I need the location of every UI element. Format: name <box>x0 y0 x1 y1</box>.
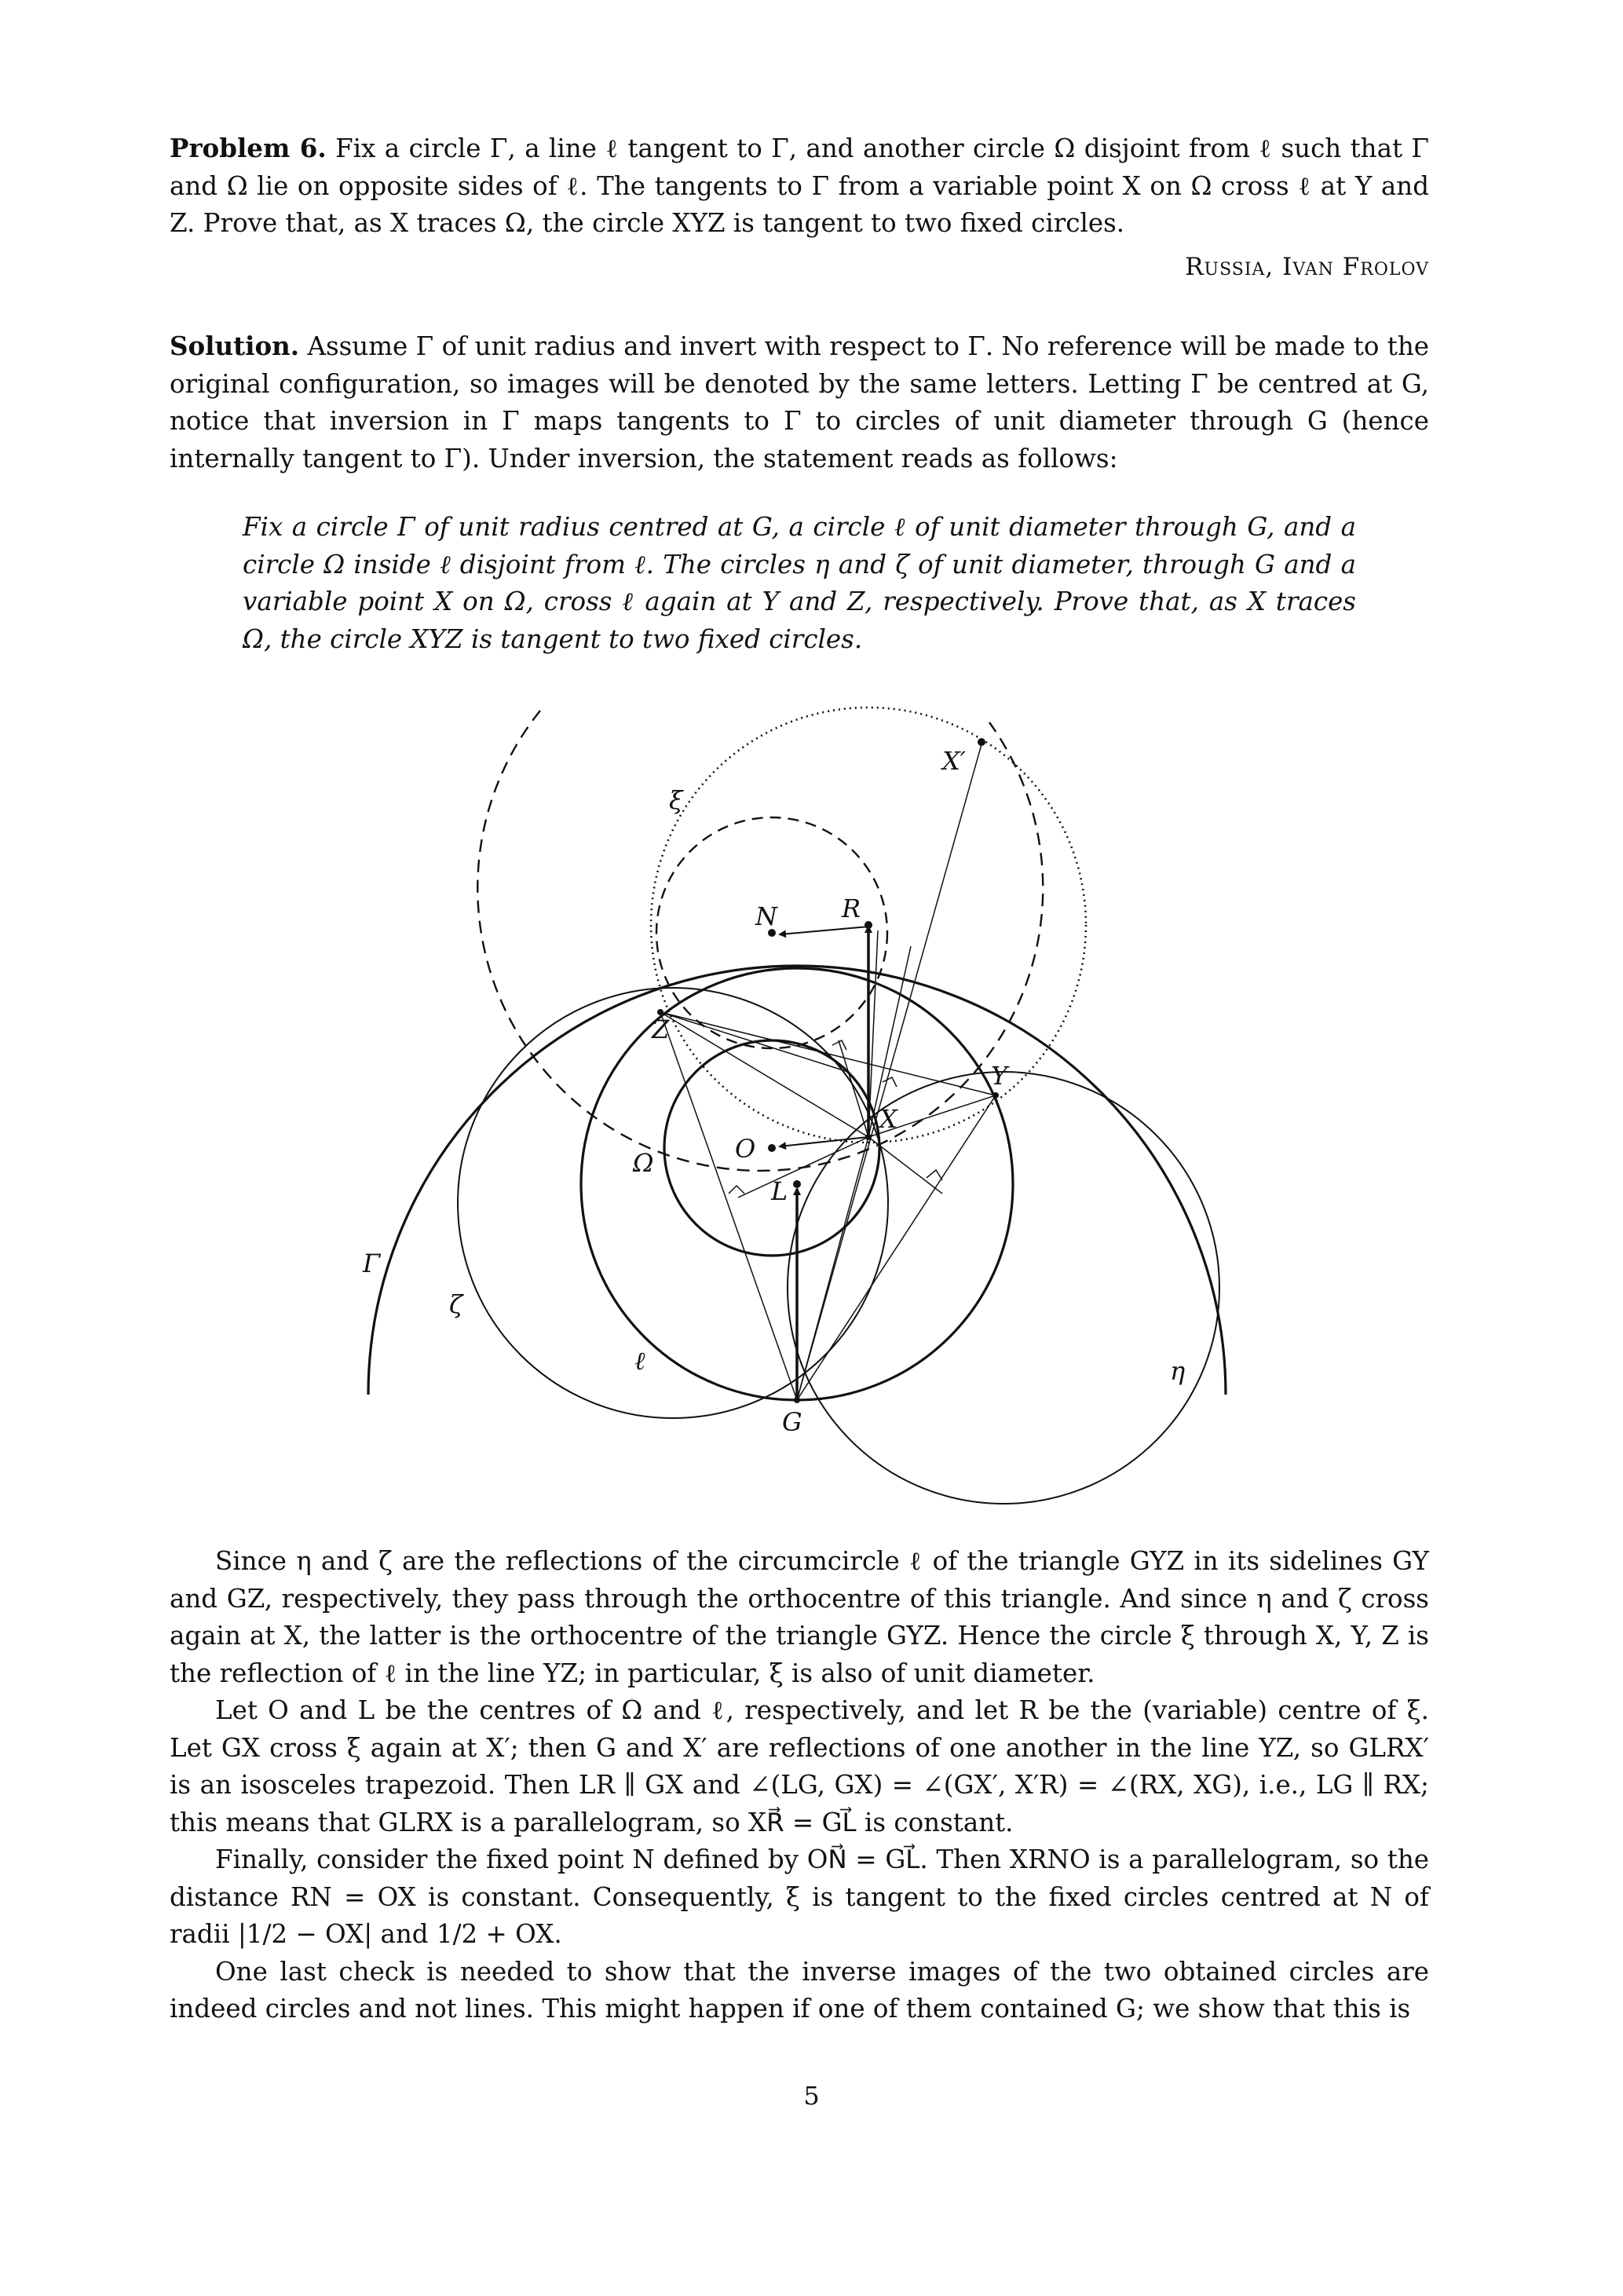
solution-intro <box>170 327 1429 477</box>
paragraph-4: One last check is needed to show that the inverse images of the two obtained circles are indeed circles and not lines. This might happen if one of them contained G; we show that this is <box>170 1956 1429 2024</box>
vector-rn <box>780 927 868 934</box>
points <box>657 738 999 1403</box>
label-zeta: ζ <box>449 1289 463 1319</box>
paragraph-3: Finally, consider the fixed point N defined by ON⃗ = GL⃗. Then XRNO is a parallelogram, so the distance RN = OX is constant. Consequently, ξ is tangent to the fixed circles centred at N of radii |1/2 − OX| and 1/2 + OX. <box>170 1844 1429 1949</box>
label-xprime: X′ <box>942 746 967 776</box>
geometry-figure <box>330 691 1303 1523</box>
label-o: O <box>735 1134 756 1164</box>
circle-eta <box>788 1072 1219 1504</box>
problem-author: Russia, Ivan Frolov <box>1185 253 1429 281</box>
label-xi: ξ <box>669 785 683 815</box>
label-l: L <box>771 1176 788 1206</box>
solution-body <box>170 1543 1429 2028</box>
solution-label: Solution. <box>170 331 300 361</box>
label-y: Y <box>991 1061 1008 1091</box>
solution-intro-text: Assume Γ of unit radius and invert with respect to Γ. No reference will be made to the original configuration, so images will be denoted by the same letters. Letting Γ be centred at G, notice that inversion in Γ maps tangents to Γ to circles of unit diameter through G (hence internally tangent to Γ). Under inversion, the statement reads as follows: <box>170 331 1429 473</box>
label-x: X <box>879 1104 897 1134</box>
label-ell: ℓ <box>634 1346 645 1376</box>
problem-label: Problem 6. <box>170 133 327 163</box>
label-eta: η <box>1170 1356 1186 1386</box>
dashed-circle-large <box>477 711 1043 1171</box>
label-r: R <box>842 894 861 923</box>
problem-text: Fix a circle Γ, a line ℓ tangent to Γ, and another circle Ω disjoint from ℓ such that Γ and Ω lie on opposite sides of ℓ. The tangents to Γ from a variable point X on Ω cross ℓ at Y and Z. Prove that, as X traces Ω, the circle XYZ is tangent to two fixed circles. <box>170 133 1429 238</box>
page-number: 5 <box>803 2081 820 2111</box>
label-z: Z <box>652 1015 670 1044</box>
label-gamma: Γ <box>363 1249 381 1278</box>
label-n: N <box>755 901 777 931</box>
construction-lines <box>660 744 996 1400</box>
paragraph-2: Let O and L be the centres of Ω and ℓ, respectively, and let R be the (variable) centre of ξ. Let GX cross ξ again at X′; then G and X′ are reflections of one another in the line YZ, so GLRX′ is an isosceles trapezoid. Then LR ∥ GX and ∠(LG, GX) = ∠(GX′, X′R) = ∠(RX, XG), i.e., LG ∥ RX; this means that GLRX is a parallelogram, so XR⃗ = GL⃗ is constant. <box>170 1695 1429 1837</box>
problem-statement <box>170 130 1429 243</box>
restated-problem: Fix a circle Γ of unit radius centred at G, a circle ℓ of unit diameter through G, and a circle Ω inside ℓ disjoint from ℓ. The circles η and ζ of unit diameter, through G and a variable point X on Ω, cross ℓ again at Y and Z, respectively. Prove that, as X traces Ω, the circle XYZ is tangent to two fixed circles. <box>243 512 1356 654</box>
paragraph-1: Since η and ζ are the reflections of the circumcircle ℓ of the triangle GYZ in its sidelines GY and GZ, respectively, they pass through the orthocentre of this triangle. And since η and ζ cross again at X, the latter is the orthocentre of the triangle GYZ. Hence the circle ξ through X, Y, Z is the reflection of ℓ in the line YZ; in particular, ξ is also of unit diameter. <box>170 1546 1429 1688</box>
label-g: G <box>782 1407 802 1437</box>
label-omega: Ω <box>633 1148 654 1178</box>
